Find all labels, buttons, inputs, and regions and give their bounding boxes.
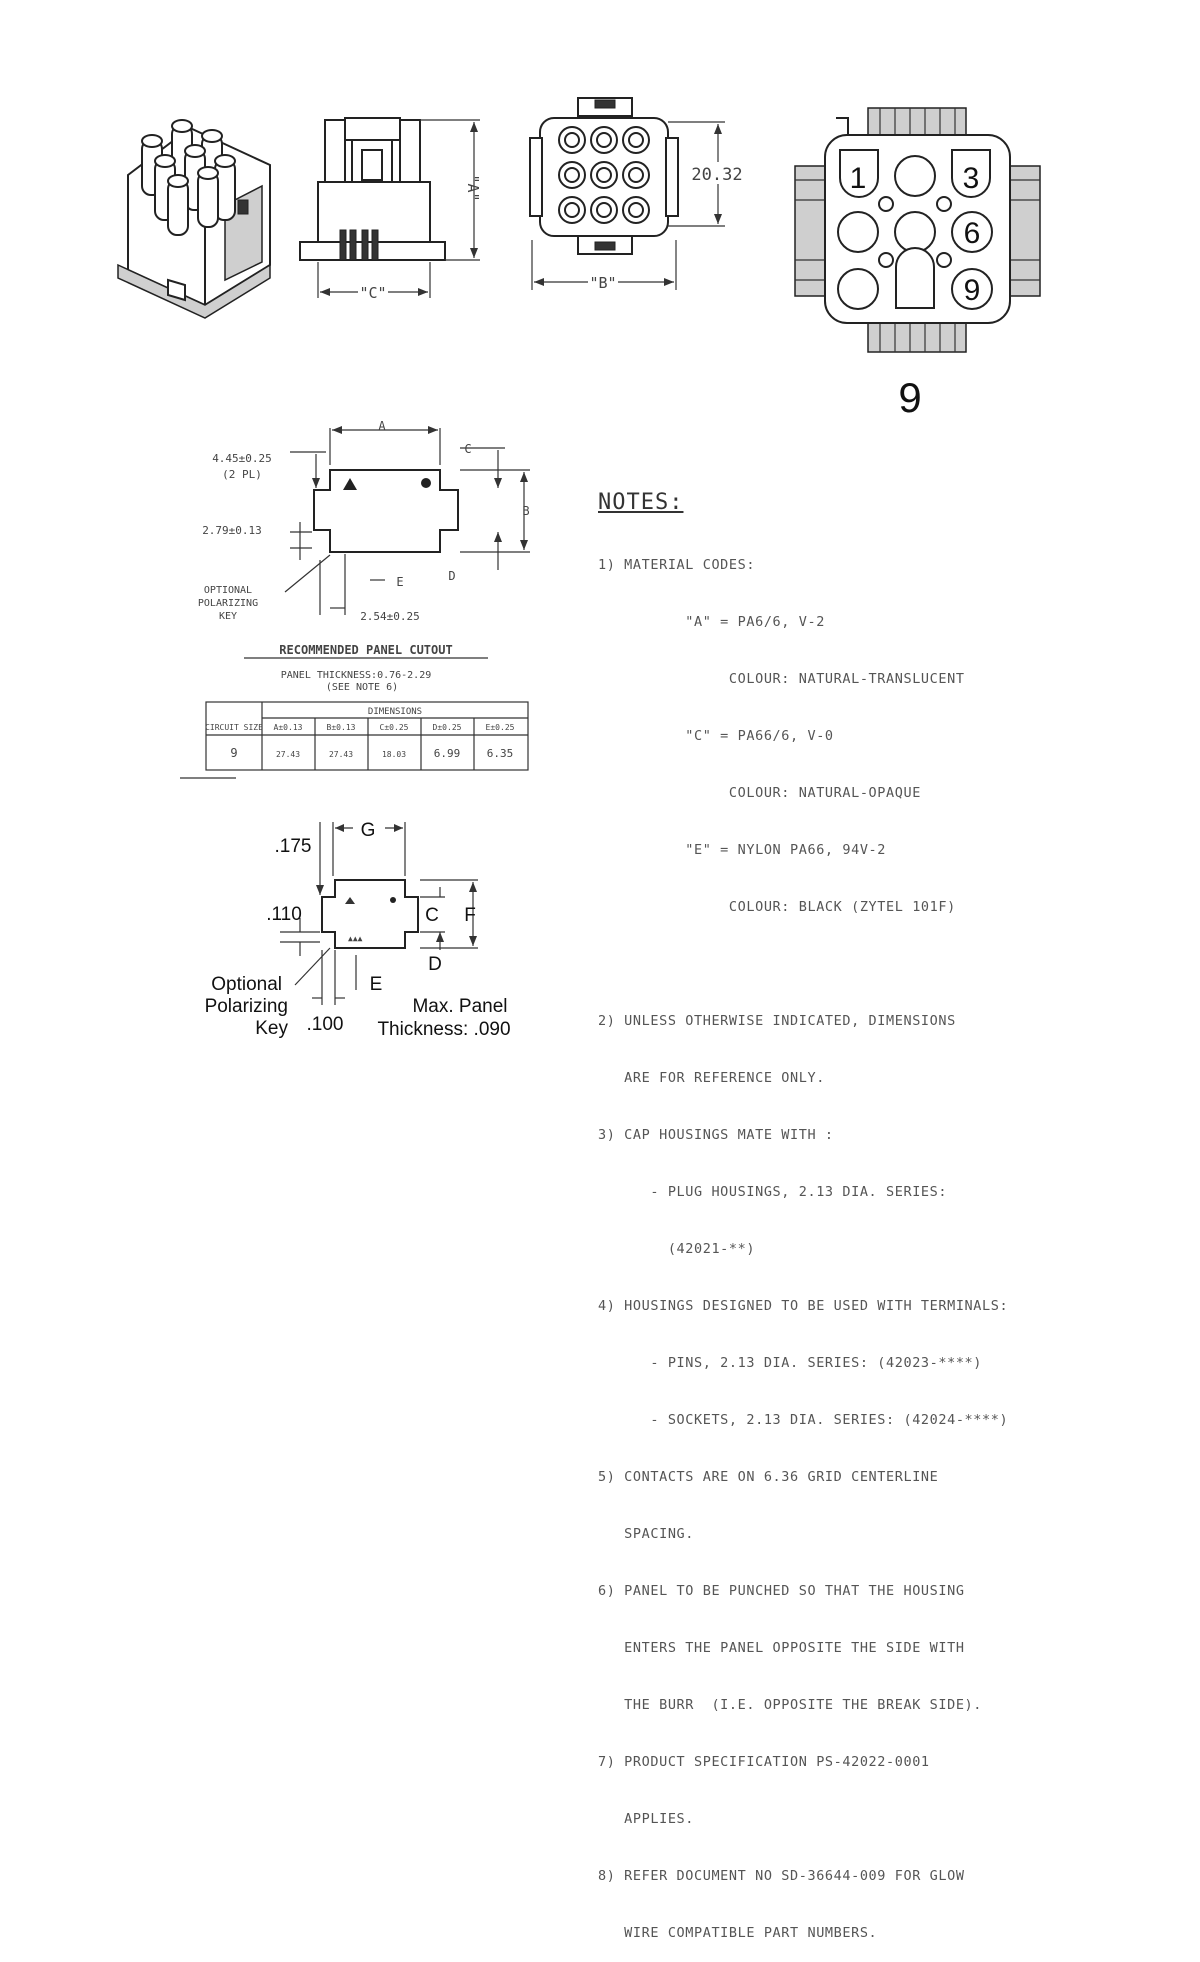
svg-text:▲▲▲: ▲▲▲ [348,934,363,943]
panel-table-title-block [244,643,488,693]
note-line: (42021-**) [598,1241,756,1257]
panel-table-cell-c: 18.03 [381,750,407,759]
note-line: 2) UNLESS OTHERWISE INDICATED, DIMENSIONS [598,1013,956,1029]
panel-table-cell-circuit: 9 [230,746,238,760]
note-line: 4) HOUSINGS DESIGNED TO BE USED WITH TERMINALS: [598,1298,1009,1314]
cut-dim-c: C [464,442,472,456]
inch-key-label-3: Key [255,1018,288,1039]
note-line: APPLIES. [598,1811,695,1827]
pin-face-view [795,108,1040,352]
cut-dim-top-left-2: (2 PL) [222,468,262,481]
cut-dim-top-left: 4.45±0.25 [212,452,272,465]
panel-table-cell-e: 6.35 [486,747,514,760]
panel-table-title: RECOMMENDED PANEL CUTOUT [279,643,453,657]
note-line: COLOUR: NATURAL-TRANSLUCENT [598,671,965,687]
panel-table-header-e: E±0.25 [485,723,515,732]
note-line: 6) PANEL TO BE PUNCHED SO THAT THE HOUSING [598,1583,965,1599]
note-line: 8) REFER DOCUMENT NO SD-36644-009 FOR GLOW [598,1868,965,1884]
inch-dim-100: .100 [306,1014,344,1035]
note-line [598,955,1118,974]
note-line: ARE FOR REFERENCE ONLY. [598,1070,825,1086]
inch-dim-g: G [360,820,376,841]
note-line: - PINS, 2.13 DIA. SERIES: (42023-****) [598,1355,983,1371]
inch-dim-c: C [425,905,439,926]
note-line: 3) CAP HOUSINGS MATE WITH : [598,1127,834,1143]
pin-label-3: 3 [962,162,980,195]
cut-key-label-3: KEY [218,611,238,622]
note-line: 1) MATERIAL CODES: [598,557,756,573]
panel-table-subtitle-1: PANEL THICKNESS:0.76-2.29 [280,670,432,681]
cut-dim-e: E [396,575,404,589]
inch-key-label-2: Polarizing [204,996,288,1017]
side-view [300,118,480,298]
cut-dim-bottom: 2.54±0.25 [360,610,420,623]
panel-table-header-circuit: CIRCUIT SIZE [205,723,263,732]
note-line: 7) PRODUCT SPECIFICATION PS-42022-0001 [598,1754,930,1770]
inch-panel-label-2: Thickness: .090 [377,1019,511,1040]
front-view [530,98,725,290]
inch-key-label-1: Optional [211,974,282,995]
panel-table-header-d: D±0.25 [432,723,462,732]
panel-table-subtitle-2: (SEE NOTE 6) [325,682,399,693]
note-line: THE BURR (I.E. OPPOSITE THE BREAK SIDE). [598,1697,983,1713]
note-line: WIRE COMPATIBLE PART NUMBERS. [598,1925,878,1941]
circuit-count: 9 [898,374,922,421]
cut-dim-a: A [378,419,386,433]
pin-label-9: 9 [963,274,981,307]
note-line: - PLUG HOUSINGS, 2.13 DIA. SERIES: [598,1184,948,1200]
panel-table-header-a: A±0.13 [273,723,303,732]
isometric-view [118,120,270,318]
panel-table-header-group: DIMENSIONS [367,707,423,717]
note-line: COLOUR: NATURAL-OPAQUE [598,785,921,801]
pin-label-1: 1 [849,162,867,195]
note-line: "A" = PA6/6, V-2 [598,614,825,630]
cut-key-label-2: POLARIZING [197,598,259,609]
panel-table-cell-b: 27.43 [328,750,354,759]
front-dim-height: 20.32 [691,165,743,185]
inch-dim-e: E [369,974,383,995]
inch-dim-175: .175 [274,836,312,857]
metric-cutout-drawing [285,426,530,615]
note-line: - SOCKETS, 2.13 DIA. SERIES: (42024-****) [598,1412,1009,1428]
inch-dim-110: .110 [266,904,302,925]
note-line: ENTERS THE PANEL OPPOSITE THE SIDE WITH [598,1640,965,1656]
front-cavities [559,127,649,223]
cut-dim-d: D [448,569,456,583]
panel-table-cell-d: 6.99 [433,747,461,760]
note-line: "C" = PA66/6, V-0 [598,728,834,744]
note-line: SPACING. [598,1526,695,1542]
panel-table [180,702,528,778]
panel-table-cell-a: 27.43 [275,750,301,759]
inch-dim-d: D [428,954,442,975]
cut-dim-b: B [522,504,530,518]
cut-key-label-1: OPTIONAL [203,585,253,596]
notes-title: NOTES: [598,490,684,515]
note-line: "E" = NYLON PA66, 94V-2 [598,842,887,858]
panel-table-header-c: C±0.25 [379,723,409,732]
note-line: COLOUR: BLACK (ZYTEL 101F) [598,899,956,915]
notes-block [598,450,1118,1962]
panel-table-header-b: B±0.13 [326,723,356,732]
pin-label-6: 6 [963,217,981,250]
inch-dim-f: F [464,905,476,926]
cut-dim-left: 2.79±0.13 [202,524,262,537]
front-dim-b: "B" [589,274,617,292]
note-line: 5) CONTACTS ARE ON 6.36 GRID CENTERLINE [598,1469,939,1485]
inch-panel-label-1: Max. Panel [412,996,508,1017]
side-dim-a: "A" [464,174,482,202]
side-dim-c: "C" [359,284,387,302]
